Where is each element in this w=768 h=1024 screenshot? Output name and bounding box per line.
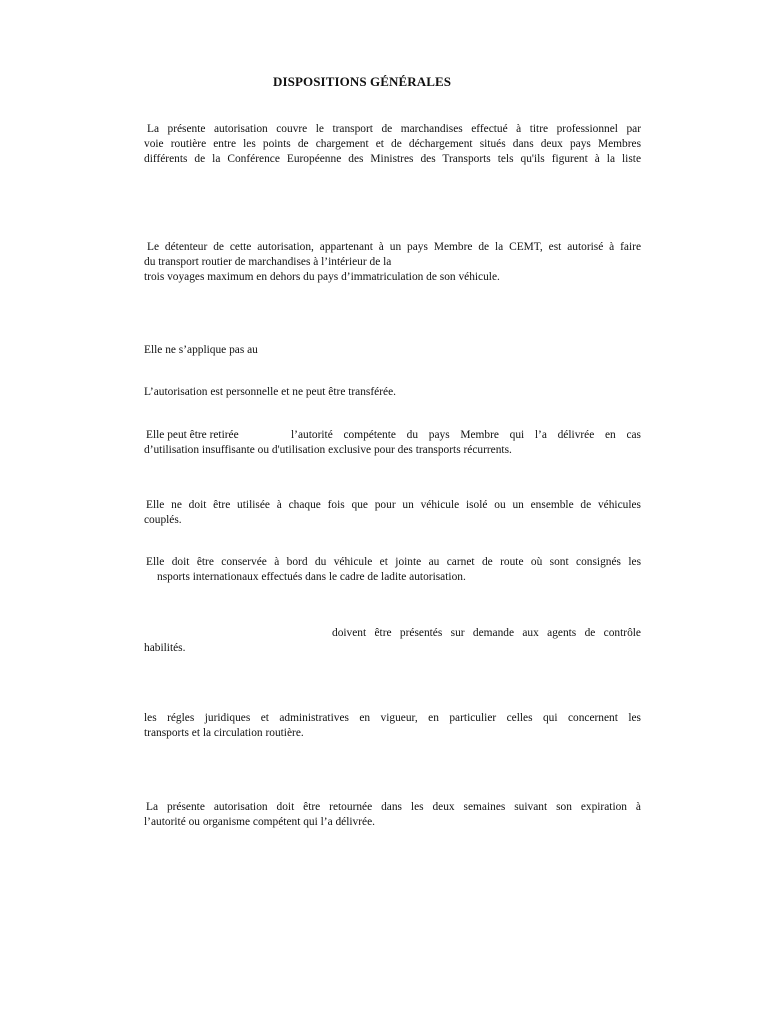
paragraph-line: les régles juridiques et administratives en vigueur, en particulier celles qui concernent les <box>144 712 641 724</box>
paragraph-return <box>144 800 641 830</box>
paragraph-line: Elle ne s’applique pas au <box>144 344 258 356</box>
paragraph-line: nsports internationaux effectués dans le cadre de ladite autorisation. <box>157 571 466 583</box>
paragraph-inspection <box>144 626 641 656</box>
paragraph-line: La présente autorisation doit être retournée dans les deux semaines suivant son expiration à <box>146 801 641 813</box>
paragraph-vehicle-use <box>144 498 641 528</box>
document-title: DISPOSITIONS GÉNÉRALES <box>273 74 452 89</box>
paragraph-line: habilités. <box>144 642 186 654</box>
paragraph-line: Elle doit être conservée à bord du véhicule et jointe au carnet de route où sont consignés les <box>146 556 641 568</box>
paragraph-withdrawal <box>144 428 641 458</box>
paragraph-personal <box>144 385 641 400</box>
paragraph-line: Le détenteur de cette autorisation, appartenant à un pays Membre de la CEMT, est autorisé à faire <box>147 241 641 253</box>
paragraph-line-left: Elle peut être retirée <box>146 429 239 441</box>
paragraph-exclusion <box>144 343 641 358</box>
paragraph-line-right: l’autorité compétente du pays Membre qui l’a délivrée en cas <box>291 429 641 441</box>
paragraph-scope <box>144 122 641 167</box>
paragraph-line: couplés. <box>144 514 182 526</box>
paragraph-regulations <box>144 711 641 741</box>
paragraph-line: l’autorité ou organisme compétent qui l’a délivrée. <box>144 816 376 828</box>
paragraph-line: différents de la Conférence Européenne des Ministres des Transports tels qu'ils figurent à la liste <box>144 153 641 165</box>
paragraph-holder-rights <box>144 240 641 285</box>
paragraph-line: La présente autorisation couvre le transport de marchandises effectué à titre professionnel par <box>147 123 641 135</box>
paragraph-onboard <box>144 555 641 585</box>
paragraph-line: transports et la circulation routière. <box>144 727 304 739</box>
paragraph-line: trois voyages maximum en dehors du pays d’immatriculation de son véhicule. <box>144 271 500 283</box>
paragraph-line: du transport routier de marchandises à l’intérieur de la <box>144 256 392 268</box>
paragraph-line: L’autorisation est personnelle et ne peut être transférée. <box>144 386 396 398</box>
paragraph-line: voie routière entre les points de chargement et de déchargement situés dans deux pays Membres <box>144 138 641 150</box>
paragraph-line <box>144 428 641 443</box>
paragraph-line: d’utilisation insuffisante ou d'utilisation exclusive pour des transports récurrents. <box>144 444 512 456</box>
paragraph-line: doivent être présentés sur demande aux agents de contrôle <box>332 627 641 639</box>
paragraph-line: Elle ne doit être utilisée à chaque fois que pour un véhicule isolé ou un ensemble de véhicules <box>146 499 641 511</box>
